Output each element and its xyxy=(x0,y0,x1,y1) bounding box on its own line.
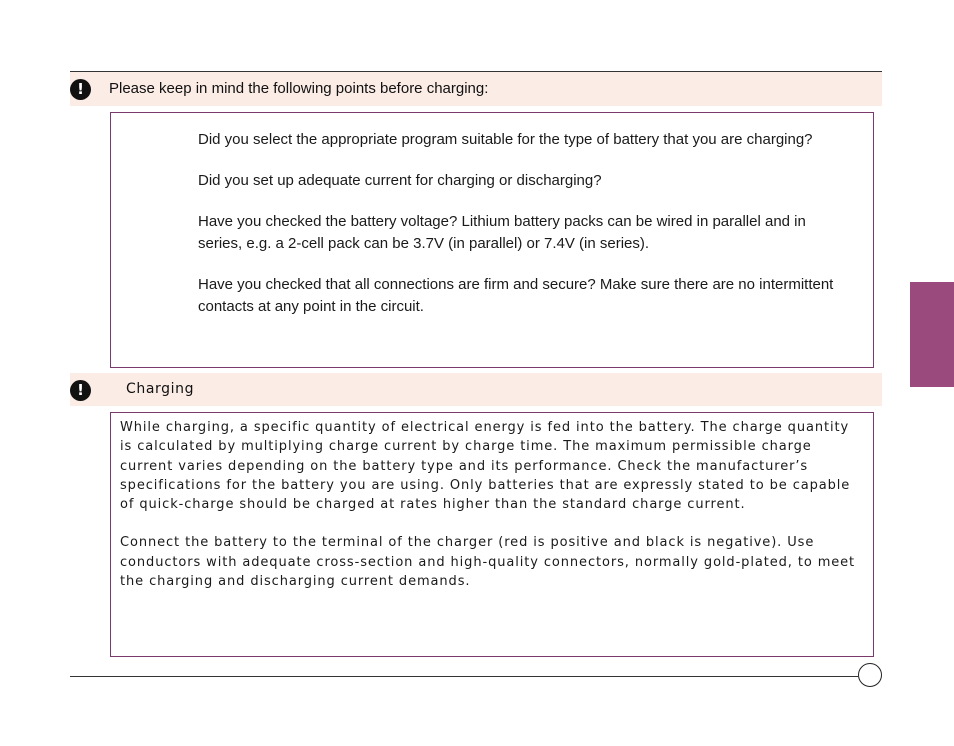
charging-description xyxy=(120,418,860,610)
section-title: Charging xyxy=(126,381,195,397)
section-side-tab xyxy=(910,282,954,387)
checklist-item: Have you checked that all connections are firm and secure? Make sure there are no intermittent contacts at any point in the circuit. xyxy=(198,276,834,315)
checklist xyxy=(198,129,838,337)
exclamation-icon: ! xyxy=(70,380,91,401)
checklist-box xyxy=(110,112,874,368)
paragraph: Connect the battery to the terminal of the charger (red is positive and black is negative). Use conductors with adequate cross-section and high-quality connectors, normally gold-plated, to meet the charging and discharging current demands. xyxy=(120,535,856,590)
notice-text: Please keep in mind the following points before charging: xyxy=(109,80,489,97)
notice-bar-charging xyxy=(70,373,882,406)
paragraph: While charging, a specific quantity of electrical energy is fed into the battery. The charge quantity is calculated by multiplying charge current by charge time. The maximum permissible charge current varies depending on the battery type and its performance. Check the manufacturer’s specifications for the battery you are using. Only batteries that are expressly stated to be capable of quick-charge should be charged at rates higher than the standard charge current. xyxy=(120,420,851,513)
checklist-item: Did you select the appropriate program suitable for the type of battery that you are charging? xyxy=(198,131,813,148)
bottom-rule xyxy=(70,676,858,677)
checklist-item: Did you set up adequate current for charging or discharging? xyxy=(198,172,602,189)
exclamation-icon: ! xyxy=(70,79,91,100)
checklist-item: Have you checked the battery voltage? Lithium battery packs can be wired in parallel and in series, e.g. a 2-cell pack can be 3.7V (in parallel) or 7.4V (in series). xyxy=(198,213,806,252)
notice-bar-before-charging xyxy=(70,72,882,106)
charging-text-box xyxy=(110,412,874,657)
page-number-circle xyxy=(858,663,882,687)
